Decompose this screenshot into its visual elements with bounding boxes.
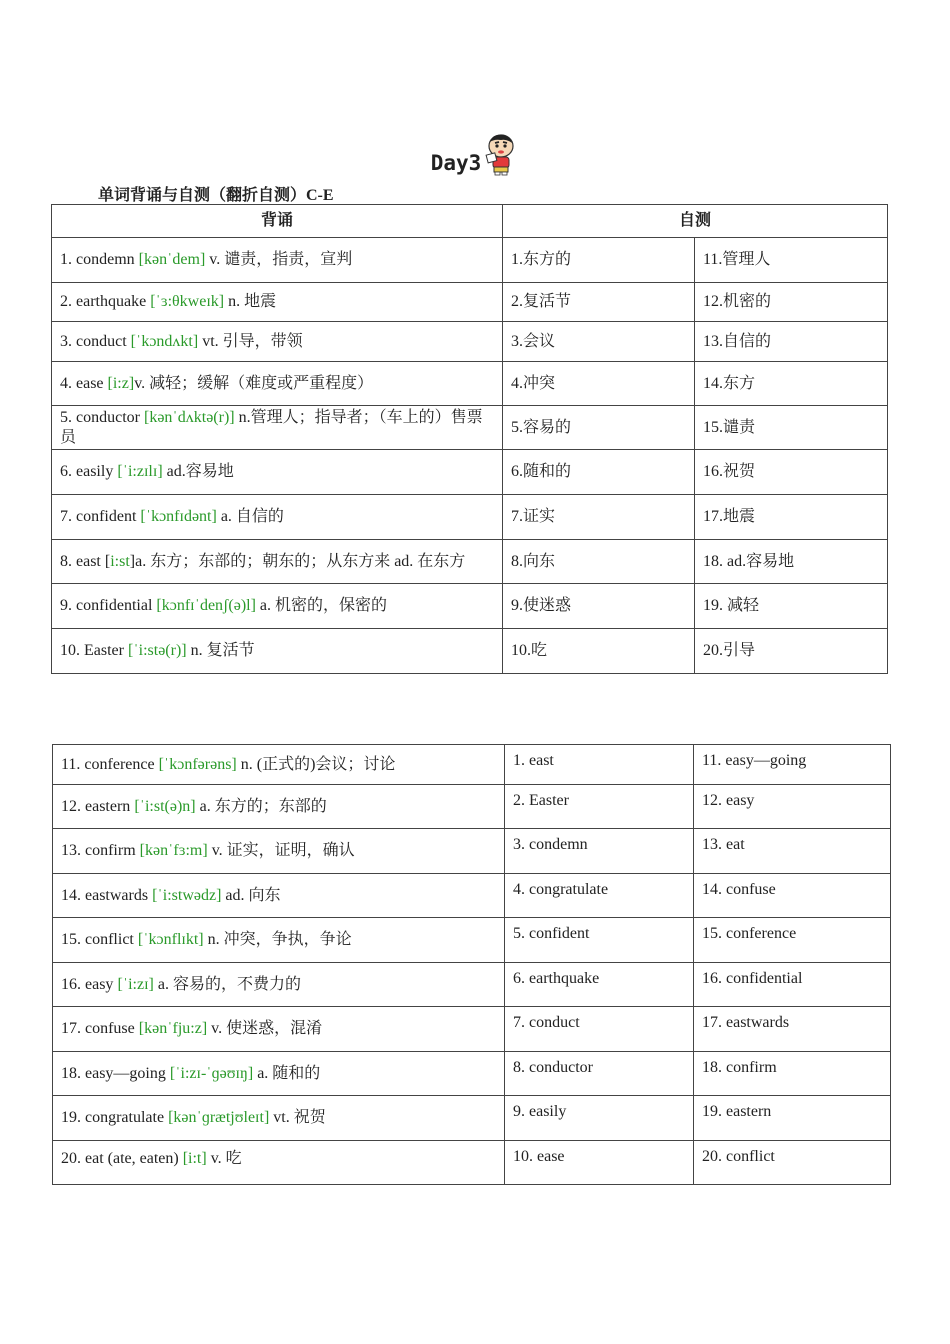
selftest-cell: 2.复活节 bbox=[503, 283, 695, 322]
table-row bbox=[53, 1141, 891, 1185]
selftest-cell: 5.容易的 bbox=[503, 406, 695, 450]
table-row bbox=[52, 362, 888, 406]
selftest-cell: 12.机密的 bbox=[695, 283, 888, 322]
selftest-cell: 20.引导 bbox=[695, 629, 888, 674]
table-row bbox=[53, 829, 891, 874]
selftest-cell: 1.东方的 bbox=[503, 238, 695, 283]
table-row bbox=[52, 629, 888, 674]
table-row bbox=[53, 918, 891, 963]
selftest-cell: 10.吃 bbox=[503, 629, 695, 674]
word-entry: 13. confirm [kənˈfɜ:m] v. 证实，证明，确认 bbox=[53, 829, 505, 874]
word-entry: 8. east [i:st]a. 东方；东部的；朝东的；从东方来 ad. 在东方 bbox=[52, 540, 503, 584]
selftest-cell: 19. eastern bbox=[694, 1096, 891, 1141]
selftest-cell: 14. confuse bbox=[694, 874, 891, 918]
word-entry: 5. conductor [kənˈdʌktə(r)] n.管理人；指导者；（车上的）售票员 bbox=[52, 406, 503, 450]
selftest-cell: 6. earthquake bbox=[505, 963, 694, 1007]
word-entry: 3. conduct [ˈkɔndʌkt] vt. 引导，带领 bbox=[52, 322, 503, 362]
selftest-cell: 15. conference bbox=[694, 918, 891, 963]
selftest-cell: 13.自信的 bbox=[695, 322, 888, 362]
word-entry: 4. ease [i:z]v. 减轻；缓解（难度或严重程度） bbox=[52, 362, 503, 406]
table-row bbox=[52, 406, 888, 450]
cartoon-boy-icon bbox=[483, 132, 519, 181]
table-row bbox=[52, 322, 888, 362]
selftest-cell: 16. confidential bbox=[694, 963, 891, 1007]
selftest-cell: 18. ad.容易地 bbox=[695, 540, 888, 584]
selftest-cell: 16.祝贺 bbox=[695, 450, 888, 495]
table-header-row bbox=[52, 205, 888, 238]
word-entry: 10. Easter [ˈi:stə(r)] n. 复活节 bbox=[52, 629, 503, 674]
word-entry: 18. easy—going [ˈi:zɪ-ˈɡəʊɪŋ] a. 随和的 bbox=[53, 1052, 505, 1096]
selftest-cell: 15.谴责 bbox=[695, 406, 888, 450]
selftest-cell: 3.会议 bbox=[503, 322, 695, 362]
word-entry: 9. confidential [kɔnfɪˈdenʃ(ə)l] a. 机密的，保密的 bbox=[52, 584, 503, 629]
selftest-cell: 17.地震 bbox=[695, 495, 888, 540]
header-selftest: 自测 bbox=[503, 205, 888, 238]
vocab-table-1 bbox=[51, 204, 888, 674]
word-entry: 16. easy [ˈi:zɪ] a. 容易的，不费力的 bbox=[53, 963, 505, 1007]
vocab-table-2 bbox=[52, 744, 891, 1185]
selftest-cell: 1. east bbox=[505, 745, 694, 785]
selftest-cell: 9.使迷惑 bbox=[503, 584, 695, 629]
word-entry: 19. congratulate [kənˈɡrætjʊleɪt] vt. 祝贺 bbox=[53, 1096, 505, 1141]
selftest-cell: 12. easy bbox=[694, 785, 891, 829]
table-row bbox=[52, 238, 888, 283]
table-row bbox=[52, 495, 888, 540]
selftest-cell: 7.证实 bbox=[503, 495, 695, 540]
word-entry: 20. eat (ate, eaten) [i:t] v. 吃 bbox=[53, 1141, 505, 1185]
word-entry: 14. eastwards [ˈi:stwədz] ad. 向东 bbox=[53, 874, 505, 918]
word-entry: 17. confuse [kənˈfju:z] v. 使迷惑，混淆 bbox=[53, 1007, 505, 1052]
selftest-cell: 4.冲突 bbox=[503, 362, 695, 406]
word-entry: 15. conflict [ˈkɔnflɪkt] n. 冲突，争执，争论 bbox=[53, 918, 505, 963]
header-recite: 背诵 bbox=[52, 205, 503, 238]
table-row bbox=[52, 450, 888, 495]
selftest-cell: 17. eastwards bbox=[694, 1007, 891, 1052]
selftest-cell: 18. confirm bbox=[694, 1052, 891, 1096]
selftest-cell: 5. confident bbox=[505, 918, 694, 963]
word-entry: 2. earthquake [ˈɜ:θkweɪk] n. 地震 bbox=[52, 283, 503, 322]
selftest-cell: 20. conflict bbox=[694, 1141, 891, 1185]
selftest-cell: 3. condemn bbox=[505, 829, 694, 874]
page-title-text: Day3 bbox=[430, 151, 482, 175]
selftest-cell: 2. Easter bbox=[505, 785, 694, 829]
selftest-cell: 4. congratulate bbox=[505, 874, 694, 918]
selftest-cell: 13. eat bbox=[694, 829, 891, 874]
page-title bbox=[0, 132, 950, 181]
selftest-cell: 6.随和的 bbox=[503, 450, 695, 495]
word-entry: 6. easily [ˈi:zɪlɪ] ad.容易地 bbox=[52, 450, 503, 495]
selftest-cell: 11.管理人 bbox=[695, 238, 888, 283]
selftest-cell: 8. conductor bbox=[505, 1052, 694, 1096]
table-row bbox=[52, 283, 888, 322]
table-row bbox=[53, 745, 891, 785]
word-entry: 11. conference [ˈkɔnfərəns] n. (正式的)会议；讨论 bbox=[53, 745, 505, 785]
table-row bbox=[52, 584, 888, 629]
table-row bbox=[53, 1096, 891, 1141]
selftest-cell: 14.东方 bbox=[695, 362, 888, 406]
word-entry: 1. condemn [kənˈdem] v. 谴责，指责，宣判 bbox=[52, 238, 503, 283]
word-entry: 12. eastern [ˈi:st(ə)n] a. 东方的；东部的 bbox=[53, 785, 505, 829]
selftest-cell: 19. 减轻 bbox=[695, 584, 888, 629]
table-row bbox=[53, 785, 891, 829]
selftest-cell: 9. easily bbox=[505, 1096, 694, 1141]
table-row bbox=[52, 540, 888, 584]
section-subtitle: 单词背诵与自测（翻折自测）C-E bbox=[98, 187, 334, 204]
selftest-cell: 7. conduct bbox=[505, 1007, 694, 1052]
table-row bbox=[53, 1007, 891, 1052]
selftest-cell: 8.向东 bbox=[503, 540, 695, 584]
selftest-cell: 11. easy—going bbox=[694, 745, 891, 785]
table-row bbox=[53, 874, 891, 918]
selftest-cell: 10. ease bbox=[505, 1141, 694, 1185]
word-entry: 7. confident [ˈkɔnfɪdənt] a. 自信的 bbox=[52, 495, 503, 540]
table-row bbox=[53, 963, 891, 1007]
table-row bbox=[53, 1052, 891, 1096]
